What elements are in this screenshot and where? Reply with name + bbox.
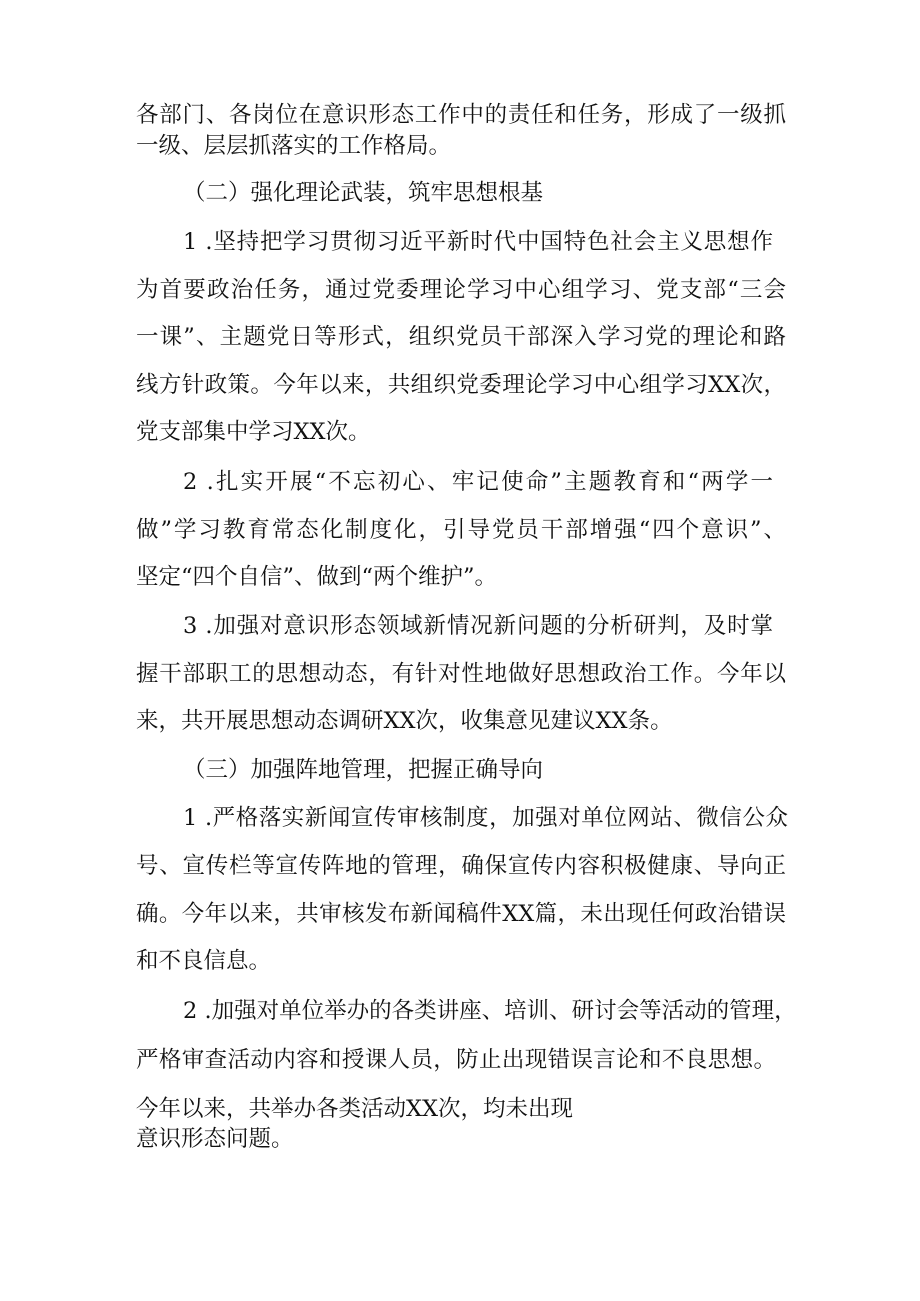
text-line: 1 .严格落实新闻宣传审核制度，加强对单位网站、微信公众 bbox=[183, 805, 788, 831]
text-line: 做”学习教育常态化制度化，引导党员干部增强“四个意识”、 bbox=[136, 517, 786, 543]
text-line: 今年以来，共举办各类活动XX次，均未出现 bbox=[136, 1096, 574, 1122]
text-line: 2 .加强对单位举办的各类讲座、培训、研讨会等活动的管理， bbox=[183, 998, 797, 1024]
text-line: 1 .坚持把学习贯彻习近平新时代中国特色社会主义思想作 bbox=[183, 229, 773, 255]
section-heading: （二）强化理论武装，筑牢思想根基 bbox=[183, 180, 544, 206]
text-line: 握干部职工的思想动态，有针对性地做好思想政治工作。今年以 bbox=[136, 661, 786, 687]
text-line: 2 .扎实开展“不忘初心、牢记使命”主题教育和“两学一 bbox=[183, 469, 773, 495]
text-line: 和不良信息。 bbox=[136, 948, 272, 974]
text-line: 各部门、各岗位在意识形态工作中的责任和任务，形成了一级抓 bbox=[136, 102, 786, 128]
text-line: 严格审查活动内容和授课人员，防止出现错误言论和不良思想。 bbox=[136, 1047, 776, 1073]
text-line: 坚定“四个自信”、做到“两个维护”。 bbox=[136, 564, 498, 590]
text-line: 一级、层层抓落实的工作格局。 bbox=[136, 133, 452, 159]
text-line: 确。今年以来，共审核发布新闻稿件XX篇，未出现任何政治错误 bbox=[136, 901, 786, 927]
text-line: 3 .加强对意识形态领域新情况新问题的分析研判，及时掌 bbox=[183, 613, 773, 639]
text-line: 号、宣传栏等宣传阵地的管理，确保宣传内容积极健康、导向正 bbox=[136, 853, 786, 879]
text-line: 为首要政治任务，通过党委理论学习中心组学习、党支部“三会 bbox=[136, 277, 786, 303]
text-line: 线方针政策。今年以来，共组织党委理论学习中心组学习XX次， bbox=[136, 372, 786, 398]
text-line: 党支部集中学习XX次。 bbox=[136, 419, 371, 445]
text-line: 来，共开展思想动态调研XX次，收集意见建议XX条。 bbox=[136, 708, 673, 734]
text-line: 意识形态问题。 bbox=[136, 1126, 294, 1152]
section-heading: （三）加强阵地管理，把握正确导向 bbox=[183, 757, 544, 783]
text-line: 一课”、主题党日等形式，组织党员干部深入学习党的理论和路 bbox=[136, 324, 786, 350]
